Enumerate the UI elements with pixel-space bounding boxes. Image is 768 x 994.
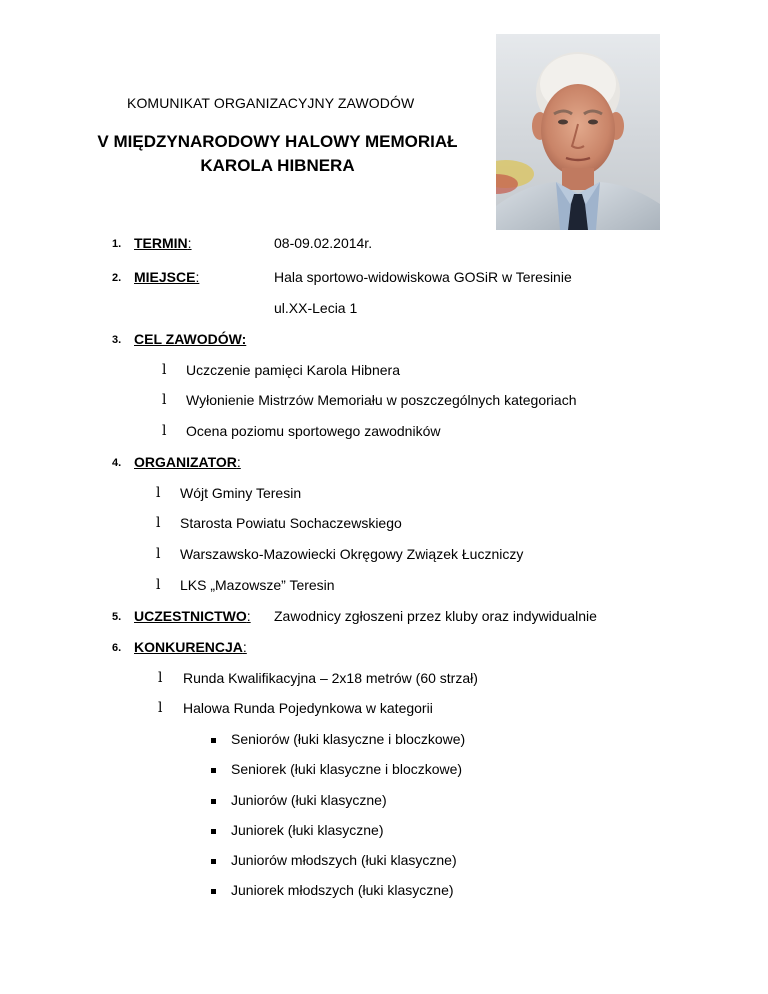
cel-item-2: Wyłonienie Mistrzów Memoriału w poszczególnych kategoriach xyxy=(186,392,577,408)
uczestnictwo-label-text: UCZESTNICTWO xyxy=(134,608,247,624)
square-bullet-icon xyxy=(211,738,216,743)
uczestnictwo-colon: : xyxy=(246,608,251,624)
termin-value: 08-09.02.2014r. xyxy=(274,235,373,251)
bullet-icon: l xyxy=(156,577,161,593)
section-number-6: 6. xyxy=(112,642,122,654)
konkurencja-item-2: Halowa Runda Pojedynkowa w kategorii xyxy=(183,700,433,716)
square-bullet-icon xyxy=(211,859,216,864)
square-bullet-icon xyxy=(211,799,216,804)
category-item-3: Juniorów (łuki klasyczne) xyxy=(231,792,387,808)
uczestnictwo-value: Zawodnicy zgłoszeni przez kluby oraz indywidualnie xyxy=(274,608,597,624)
section-number-4: 4. xyxy=(112,457,122,469)
miejsce-value-address: ul.XX-Lecia 1 xyxy=(274,300,358,316)
square-bullet-icon xyxy=(211,889,216,894)
termin-label xyxy=(134,235,192,251)
title-line-1: V MIĘDZYNARODOWY HALOWY MEMORIAŁ xyxy=(97,132,458,151)
bullet-icon: l xyxy=(156,485,161,501)
miejsce-value: Hala sportowo-widowiskowa GOSiR w Teresinie xyxy=(274,269,572,285)
organizator-colon: : xyxy=(236,454,241,470)
konkurencja-item-1: Runda Kwalifikacyjna – 2x18 metrów (60 strzał) xyxy=(183,670,478,686)
category-item-5: Juniorów młodszych (łuki klasyczne) xyxy=(231,852,457,868)
bullet-icon: l xyxy=(158,700,163,716)
konkurencja-colon: : xyxy=(242,639,247,655)
termin-label-text: TERMIN xyxy=(134,235,188,251)
section-number-2: 2. xyxy=(112,272,122,284)
organizator-item-4: LKS „Mazowsze” Teresin xyxy=(180,577,335,593)
konkurencja-label xyxy=(134,639,247,655)
organizator-item-2: Starosta Powiatu Sochaczewskiego xyxy=(180,515,402,531)
bullet-icon: l xyxy=(162,423,167,439)
title-line-2: KAROLA HIBNERA xyxy=(200,156,355,175)
category-item-1: Seniorów (łuki klasyczne i bloczkowe) xyxy=(231,731,466,747)
cel-item-3: Ocena poziomu sportowego zawodników xyxy=(186,423,441,439)
miejsce-label-text: MIEJSCE xyxy=(134,269,196,285)
organizator-label xyxy=(134,454,241,470)
bullet-icon: l xyxy=(158,670,163,686)
document-title xyxy=(80,130,475,178)
category-item-2: Seniorek (łuki klasyczne i bloczkowe) xyxy=(231,761,463,777)
cel-label: CEL ZAWODÓW: xyxy=(134,331,247,347)
category-item-4: Juniorek (łuki klasyczne) xyxy=(231,822,384,838)
termin-colon: : xyxy=(187,235,192,251)
section-number-1: 1. xyxy=(112,238,122,250)
portrait-photo xyxy=(496,34,660,230)
square-bullet-icon xyxy=(211,768,216,773)
uczestnictwo-label xyxy=(134,608,251,624)
organizator-item-1: Wójt Gminy Teresin xyxy=(180,485,302,501)
miejsce-colon: : xyxy=(195,269,200,285)
konkurencja-label-text: KONKURENCJA xyxy=(134,639,243,655)
bullet-icon: l xyxy=(162,362,167,378)
cel-item-1: Uczczenie pamięci Karola Hibnera xyxy=(186,362,400,378)
section-number-5: 5. xyxy=(112,611,122,623)
square-bullet-icon xyxy=(211,829,216,834)
category-item-6: Juniorek młodszych (łuki klasyczne) xyxy=(231,882,454,898)
document-subtitle: KOMUNIKAT ORGANIZACYJNY ZAWODÓW xyxy=(127,95,415,111)
organizator-item-3: Warszawsko-Mazowiecki Okręgowy Związek Łuczniczy xyxy=(180,546,524,562)
section-number-3: 3. xyxy=(112,334,122,346)
bullet-icon: l xyxy=(162,392,167,408)
bullet-icon: l xyxy=(156,515,161,531)
miejsce-label xyxy=(134,269,199,285)
organizator-label-text: ORGANIZATOR xyxy=(134,454,237,470)
bullet-icon: l xyxy=(156,546,161,562)
